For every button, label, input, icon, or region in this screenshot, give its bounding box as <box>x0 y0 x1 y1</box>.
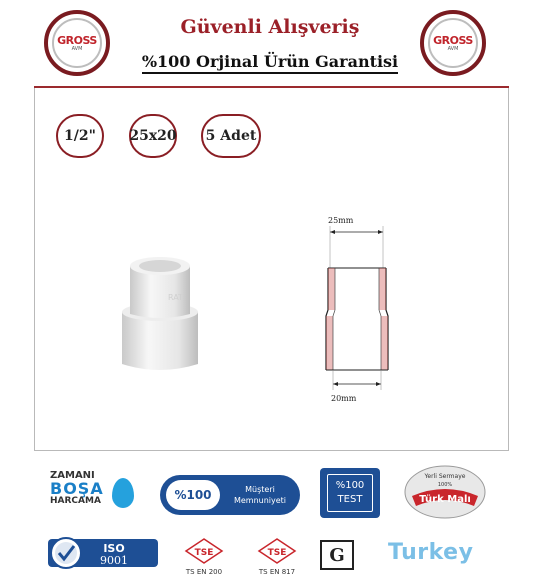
gross-logo-right <box>420 10 486 76</box>
tse-mark: TSE <box>194 548 214 558</box>
tse-en-817-badge <box>245 537 309 577</box>
tse-mark: TSE <box>267 548 287 558</box>
memnuniyet-text <box>220 484 300 506</box>
iso-9001-badge <box>48 535 158 571</box>
subtitle-text: %100 Orjinal Ürün Garantisi <box>142 52 398 74</box>
cross-section-diagram <box>300 210 410 410</box>
dimension-badge: 25x20 <box>129 114 177 158</box>
logo-brand: GROSS <box>57 34 97 47</box>
test-badge <box>320 468 380 518</box>
musteri-memnuniyeti-badge <box>160 475 300 515</box>
page-title: Güvenli Alışveriş <box>180 16 360 38</box>
iso-number: 9001 <box>100 554 128 567</box>
logo-sub: AVM <box>71 46 83 52</box>
reducer-fitting-image <box>100 240 220 380</box>
g-mark-badge: G <box>320 540 354 570</box>
water-drop-icon <box>112 478 134 508</box>
turk-mali-badge <box>400 462 490 522</box>
iso-label: ISO <box>103 542 125 555</box>
memnuniyet-percent: %100 <box>166 480 220 510</box>
zamani-bosa-harcama-badge <box>50 470 150 520</box>
svg-text:RAT: RAT <box>168 293 183 302</box>
tse-en-200-badge <box>172 537 236 577</box>
memnuniyet-line1: Müşteri <box>245 485 275 494</box>
test-line2: TEST <box>337 494 363 505</box>
turk-mali-main: Türk Malı <box>419 494 471 505</box>
turk-mali-top: Yerli Sermaye <box>424 473 466 480</box>
frame-accent-line <box>34 86 509 88</box>
test-line1: %100 <box>335 480 365 491</box>
bottom-dimension-label: 20mm <box>331 394 357 403</box>
turkey-label: Turkey <box>388 540 474 565</box>
logo-sub: AVM <box>447 46 459 52</box>
memnuniyet-line2: Memnuniyeti <box>233 496 287 505</box>
tse-code: TS EN 200 <box>185 568 223 576</box>
turk-mali-small: 100% <box>437 482 453 488</box>
zamani-line2: BOŞA <box>50 479 104 498</box>
zamani-line1: ZAMANI <box>50 470 95 481</box>
logo-brand: GROSS <box>433 34 473 47</box>
top-dimension-label: 25mm <box>328 216 354 225</box>
tse-code: TS EN 817 <box>258 568 296 576</box>
quantity-badge: 5 Adet <box>201 114 261 158</box>
zamani-line3: HARCAMA <box>50 496 101 506</box>
size-badge: 1/2" <box>56 114 104 158</box>
